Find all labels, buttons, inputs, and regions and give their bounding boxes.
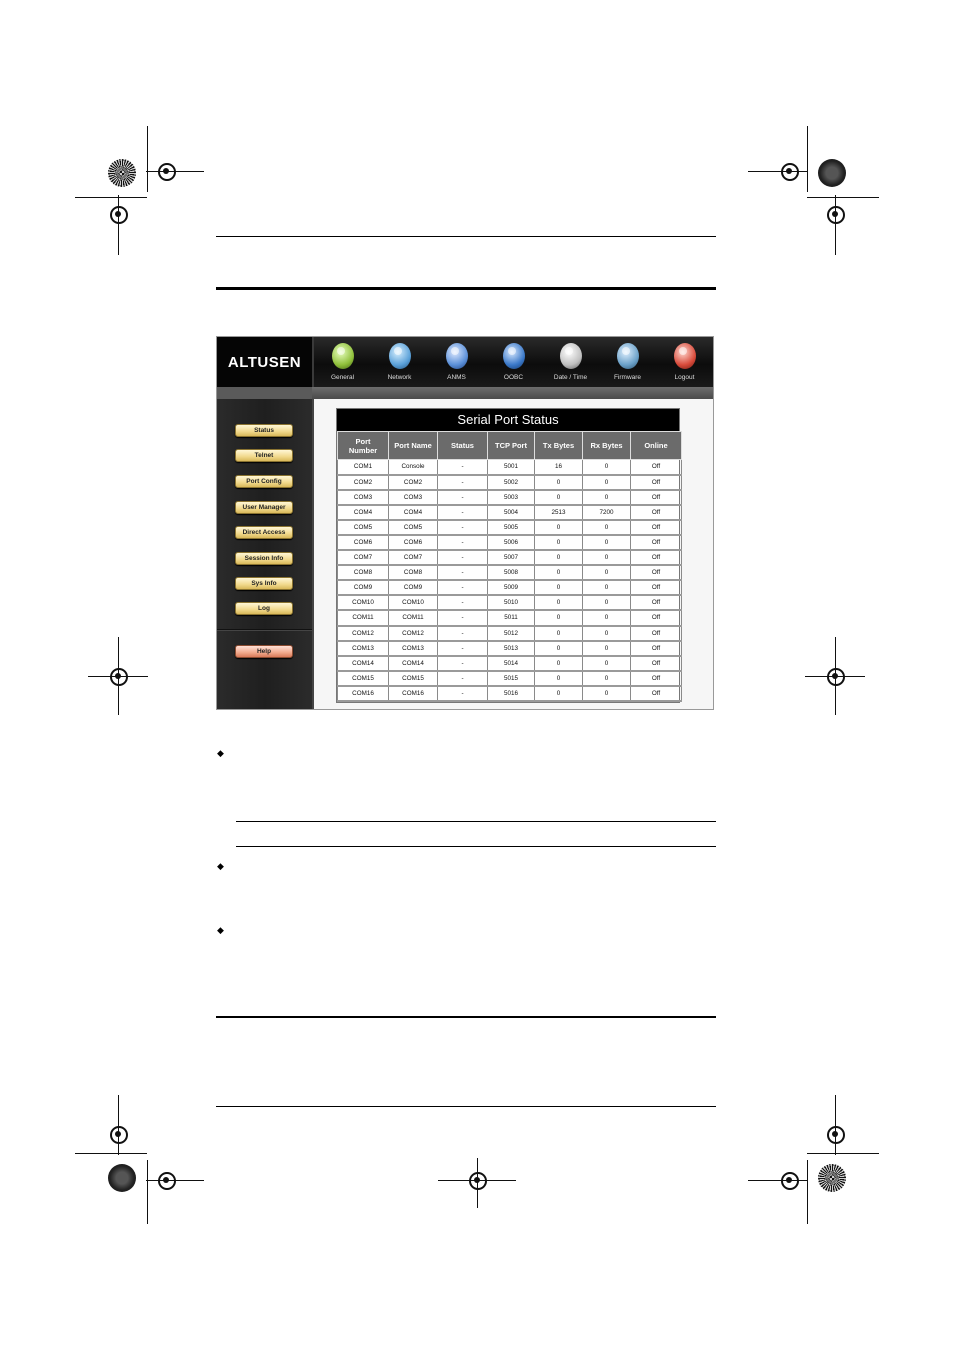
nav-firmware[interactable]: Firmware xyxy=(601,343,655,381)
table-cell: - xyxy=(438,686,488,701)
firmware-icon xyxy=(617,343,639,369)
table-row xyxy=(338,535,682,550)
table-cell: COM9 xyxy=(389,580,438,595)
table-cell: 0 xyxy=(583,460,631,475)
network-icon xyxy=(389,343,411,369)
table-row xyxy=(338,671,682,686)
table-row xyxy=(338,520,682,535)
altusen-logo: ALTUSEN xyxy=(217,337,312,387)
table-row xyxy=(338,580,682,595)
col-header-status: Status xyxy=(438,432,488,460)
table-cell: COM9 xyxy=(338,580,389,595)
table-cell: Off xyxy=(631,565,682,580)
direct-access-button[interactable]: Direct Access xyxy=(235,526,293,539)
log-button[interactable]: Log xyxy=(235,602,293,615)
table-cell: 5011 xyxy=(488,610,535,625)
table-cell: 0 xyxy=(583,656,631,671)
table-cell: 5015 xyxy=(488,671,535,686)
table-cell: COM13 xyxy=(389,641,438,656)
table-cell: 0 xyxy=(583,686,631,701)
table-row xyxy=(338,460,682,475)
table-row xyxy=(338,626,682,641)
table-cell: 0 xyxy=(535,671,583,686)
table-cell: - xyxy=(438,656,488,671)
table-cell: Off xyxy=(631,641,682,656)
table-cell: Off xyxy=(631,610,682,625)
note-rule-bottom xyxy=(236,846,716,847)
table-cell: 0 xyxy=(535,520,583,535)
table-cell: Off xyxy=(631,671,682,686)
table-cell: 5006 xyxy=(488,535,535,550)
registration-disc-icon xyxy=(818,159,846,187)
table-cell: 0 xyxy=(535,535,583,550)
table-cell: Off xyxy=(631,475,682,490)
table-cell: - xyxy=(438,550,488,565)
table-cell: COM14 xyxy=(389,656,438,671)
table-row xyxy=(338,610,682,625)
table-cell: 0 xyxy=(535,686,583,701)
table-cell: 0 xyxy=(535,641,583,656)
table-cell: 0 xyxy=(583,671,631,686)
table-cell: - xyxy=(438,671,488,686)
table-cell: 0 xyxy=(535,565,583,580)
table-row xyxy=(338,595,682,610)
table-cell: COM13 xyxy=(338,641,389,656)
header-rule xyxy=(216,236,716,237)
bullet-icon: ◆ xyxy=(217,748,224,758)
table-row xyxy=(338,505,682,520)
table-cell: 5010 xyxy=(488,595,535,610)
table-cell: - xyxy=(438,626,488,641)
table-cell: 0 xyxy=(583,626,631,641)
table-header-row xyxy=(338,432,682,460)
table-cell: Off xyxy=(631,580,682,595)
table-cell: - xyxy=(438,505,488,520)
table-row xyxy=(338,641,682,656)
oobc-icon xyxy=(503,343,525,369)
table-cell: 2513 xyxy=(535,505,583,520)
bullet-icon: ◆ xyxy=(217,861,224,871)
table-cell: COM7 xyxy=(389,550,438,565)
table-cell: - xyxy=(438,641,488,656)
table-cell: 0 xyxy=(535,580,583,595)
table-cell: 0 xyxy=(583,610,631,625)
table-cell: Off xyxy=(631,460,682,475)
table-cell: COM11 xyxy=(338,610,389,625)
table-cell: - xyxy=(438,520,488,535)
registration-disc-icon xyxy=(818,1164,846,1192)
title-rule xyxy=(216,287,716,290)
table-cell: COM15 xyxy=(389,671,438,686)
table-body xyxy=(338,460,682,702)
table-cell: COM4 xyxy=(338,505,389,520)
table-cell: 0 xyxy=(583,535,631,550)
table-cell: 0 xyxy=(583,475,631,490)
table-row xyxy=(338,490,682,505)
table-cell: 5003 xyxy=(488,490,535,505)
col-header-online: Online xyxy=(631,432,682,460)
table-row xyxy=(338,475,682,490)
table-cell: COM12 xyxy=(338,626,389,641)
logout-icon xyxy=(674,343,696,369)
footer-rule xyxy=(216,1106,716,1107)
registration-disc-icon xyxy=(108,1164,136,1192)
table-cell: COM6 xyxy=(338,535,389,550)
table-cell: COM10 xyxy=(389,595,438,610)
anms-icon xyxy=(446,343,468,369)
section-rule xyxy=(216,1016,716,1018)
table-title: Serial Port Status xyxy=(337,409,679,431)
col-header-tcp-port: TCP Port xyxy=(488,432,535,460)
table-cell: COM2 xyxy=(389,475,438,490)
table-cell: - xyxy=(438,490,488,505)
table-cell: COM10 xyxy=(338,595,389,610)
table-cell: 0 xyxy=(535,626,583,641)
help-button[interactable]: Help xyxy=(235,645,293,658)
table-cell: Off xyxy=(631,490,682,505)
table-cell: 5002 xyxy=(488,475,535,490)
table-cell: 0 xyxy=(583,550,631,565)
port-config-button[interactable]: Port Config xyxy=(235,475,293,488)
table-cell: Off xyxy=(631,656,682,671)
col-header-port-number: Port Number xyxy=(338,432,389,460)
table-cell: 5012 xyxy=(488,626,535,641)
table-cell: COM2 xyxy=(338,475,389,490)
note-rule-top xyxy=(236,821,716,822)
table-cell: Off xyxy=(631,626,682,641)
table-cell: 0 xyxy=(583,490,631,505)
user-manager-button[interactable]: User Manager xyxy=(235,501,293,514)
table-cell: 5008 xyxy=(488,565,535,580)
table-cell: COM8 xyxy=(389,565,438,580)
telnet-button[interactable]: Telnet xyxy=(235,449,293,462)
nav-general[interactable]: General xyxy=(316,343,370,381)
table-cell: 5013 xyxy=(488,641,535,656)
table-cell: - xyxy=(438,595,488,610)
table-cell: 7200 xyxy=(583,505,631,520)
nav-logout[interactable]: Logout xyxy=(658,343,712,381)
table-cell: COM3 xyxy=(389,490,438,505)
table-cell: COM7 xyxy=(338,550,389,565)
table-cell: Off xyxy=(631,595,682,610)
table-cell: 0 xyxy=(535,610,583,625)
table-cell: - xyxy=(438,475,488,490)
table-cell: 0 xyxy=(535,656,583,671)
table-cell: COM5 xyxy=(338,520,389,535)
table-cell: 5001 xyxy=(488,460,535,475)
main-content xyxy=(314,399,713,710)
table-cell: 5005 xyxy=(488,520,535,535)
nav-date-time[interactable]: Date / Time xyxy=(544,343,598,381)
table-row xyxy=(338,565,682,580)
table-cell: COM16 xyxy=(389,686,438,701)
table-cell: 5009 xyxy=(488,580,535,595)
table-cell: COM5 xyxy=(389,520,438,535)
clock-icon xyxy=(560,343,582,369)
table-cell: 0 xyxy=(535,475,583,490)
table-cell: 5016 xyxy=(488,686,535,701)
table-cell: 5014 xyxy=(488,656,535,671)
table-cell: 0 xyxy=(583,580,631,595)
bullet-icon: ◆ xyxy=(217,925,224,935)
table-cell: - xyxy=(438,610,488,625)
table-cell: 0 xyxy=(535,490,583,505)
general-icon xyxy=(332,343,354,369)
sys-info-button[interactable]: Sys Info xyxy=(235,577,293,590)
table-cell: Off xyxy=(631,686,682,701)
table-cell: Off xyxy=(631,550,682,565)
table-cell: 16 xyxy=(535,460,583,475)
table-cell: 5007 xyxy=(488,550,535,565)
table-cell: Off xyxy=(631,520,682,535)
table-cell: - xyxy=(438,565,488,580)
col-header-port-name: Port Name xyxy=(389,432,438,460)
registration-disc-icon xyxy=(108,159,136,187)
table-cell: 5004 xyxy=(488,505,535,520)
serial-port-status-panel xyxy=(336,408,680,703)
table-cell: Off xyxy=(631,535,682,550)
table-cell: 0 xyxy=(583,595,631,610)
table-row xyxy=(338,656,682,671)
table-cell: COM11 xyxy=(389,610,438,625)
col-header-rx-bytes: Rx Bytes xyxy=(583,432,631,460)
table-cell: 0 xyxy=(535,595,583,610)
top-navigation-bar xyxy=(217,337,713,387)
session-info-button[interactable]: Session Info xyxy=(235,552,293,565)
sidebar xyxy=(217,399,312,710)
table-cell: - xyxy=(438,580,488,595)
table-cell: COM8 xyxy=(338,565,389,580)
main-nav xyxy=(314,337,713,387)
table-cell: COM6 xyxy=(389,535,438,550)
table-cell: Off xyxy=(631,505,682,520)
table-cell: COM16 xyxy=(338,686,389,701)
table-cell: COM12 xyxy=(389,626,438,641)
nav-network[interactable]: Network xyxy=(373,343,427,381)
table-cell: COM4 xyxy=(389,505,438,520)
table-cell: 0 xyxy=(583,641,631,656)
nav-anms[interactable]: ANMS xyxy=(430,343,484,381)
status-button[interactable]: Status xyxy=(235,424,293,437)
table-row xyxy=(338,686,682,701)
table-cell: 0 xyxy=(535,550,583,565)
table-cell: 0 xyxy=(583,565,631,580)
table-cell: COM14 xyxy=(338,656,389,671)
table-cell: - xyxy=(438,535,488,550)
table-cell: - xyxy=(438,460,488,475)
nav-oobc[interactable]: OOBC xyxy=(487,343,541,381)
table-cell: 0 xyxy=(583,520,631,535)
table-row xyxy=(338,550,682,565)
serial-port-table xyxy=(337,431,682,702)
table-cell: Console xyxy=(389,460,438,475)
web-console-screenshot xyxy=(216,336,714,710)
table-cell: COM15 xyxy=(338,671,389,686)
col-header-tx-bytes: Tx Bytes xyxy=(535,432,583,460)
table-cell: COM1 xyxy=(338,460,389,475)
table-cell: COM3 xyxy=(338,490,389,505)
